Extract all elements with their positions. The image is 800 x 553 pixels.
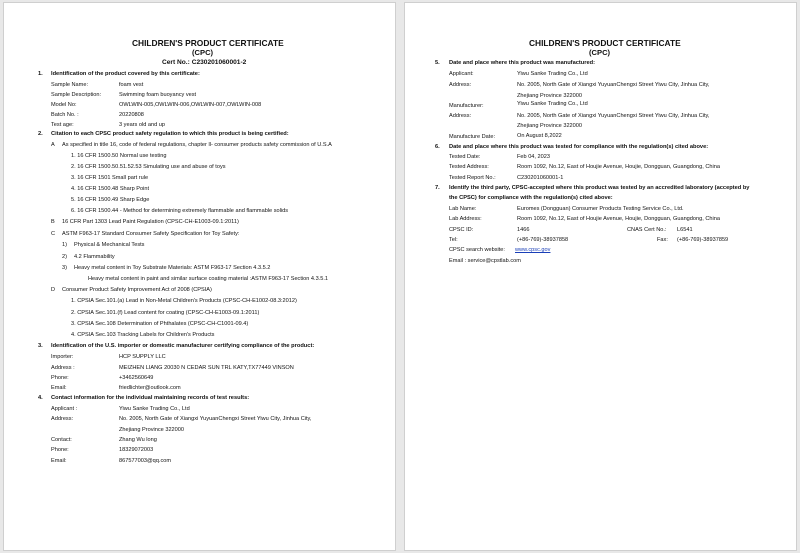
- s2-item: 1. CPSIA Sec.101.(a) Lead in Non-Metal Children's Products (CPSC-CH-E1002-08.3:2012): [71, 298, 297, 304]
- s1-value: 20220808: [119, 112, 144, 118]
- s6-value: Room 1092, No.12, East of Houjie Avenue, Houjie, Dongguan, Guangdong, China: [517, 164, 720, 170]
- s5-label: Manufacturer:: [449, 103, 484, 109]
- cert-number: Cert No.: C230201060001-2: [162, 59, 247, 66]
- s1-label: Batch No. :: [51, 112, 79, 118]
- certificate-subtitle: (CPC): [589, 48, 611, 57]
- s7-label: Fax:: [657, 237, 668, 243]
- s5-value: No. 2005, North Gate of Xiangxi YuyuanChengxi Street Yiwu City, Jinhua City,: [517, 113, 710, 119]
- s5-value: No. 2005, North Gate of Xiangxi YuyuanChengxi Street Yiwu City, Jinhua City,: [517, 82, 710, 88]
- certificate-page-1: [3, 2, 396, 551]
- s7-value: Euromes (Dongguan) Consumer Products Testing Service Co., Ltd.: [517, 206, 684, 212]
- certificate-title: CHILDREN'S PRODUCT CERTIFICATE: [132, 38, 284, 48]
- s4-label: Phone:: [51, 447, 69, 453]
- s6-label: Tested Date:: [449, 154, 481, 160]
- s7-value: L6541: [677, 227, 693, 233]
- s4-value: Zhejiang Province 322000: [119, 427, 184, 433]
- s5-value: Zhejiang Province 322000: [517, 93, 582, 99]
- s2-item: Heavy metal content in Toy Substrate Materials: ASTM F963-17 Section 4.3.5.2: [74, 265, 271, 271]
- s4-label: Address:: [51, 416, 74, 422]
- s6-label: Tested Report No.:: [449, 175, 496, 181]
- s2-item: 3. CPSIA Sec.108 Determination of Phthalates (CPSC-CH-C1001-09.4): [71, 321, 249, 327]
- s1-value: OWLWIN-005,OWLWIN-006,OWLWIN-007,OWLWIN-008: [119, 102, 262, 108]
- s2-letter: C: [51, 231, 56, 237]
- s5-value: Yiwu Sanke Trading Co., Ltd: [517, 101, 588, 107]
- s5-value: Yiwu Sanke Trading Co., Ltd: [517, 71, 588, 77]
- s7-email: Email : service@cpstlab.com: [449, 258, 521, 264]
- s5-label: Address:: [449, 82, 472, 88]
- s7-number: 7.: [435, 185, 440, 191]
- s5-label: Manufacture Date:: [449, 134, 496, 140]
- s4-value: 867577003@qq.com: [119, 458, 172, 464]
- s3-value: MEIZHEN LIANG 20030 N CEDAR SUN TRL KATY,TX77449 VINSON: [119, 365, 294, 371]
- s2-item: 4. CPSIA Sec.103 Tracking Labels for Children's Products: [71, 332, 215, 338]
- s2-number: 2.: [38, 131, 43, 137]
- certificate-page-2: [404, 2, 797, 551]
- s2-clause: As specified in title 16, code of federal regulations, chapter ll- consumer products safety commission of U.S.A: [62, 142, 332, 148]
- s2-letter: D: [51, 287, 56, 293]
- s5-label: Address:: [449, 113, 472, 119]
- s5-value: Zhejiang Province 322000: [517, 123, 582, 129]
- s7-heading-continued: the CPSC) for compliance with the regulation(s) cited above:: [449, 195, 613, 201]
- s3-value: friedlichter@outlook.com: [119, 385, 181, 391]
- s3-heading: Identification of the U.S. importer or domestic manufacturer certifying compliance of the product:: [51, 343, 315, 349]
- s1-value: 3 years old and up: [119, 122, 166, 128]
- certificate-title: CHILDREN'S PRODUCT CERTIFICATE: [529, 38, 681, 48]
- s2-item: Physical & Mechanical Tests: [74, 242, 145, 248]
- s4-label: Email:: [51, 458, 67, 464]
- s1-number: 1.: [38, 71, 43, 77]
- s4-value: No. 2005, North Gate of Xiangxi YuyuanChengxi Street Yiwu City, Jinhua City,: [119, 416, 312, 422]
- s4-value: Yiwu Sanke Trading Co., Ltd: [119, 406, 190, 412]
- s6-heading: Date and place where this product was tested for compliance with the regulation(s) cited above:: [449, 144, 709, 150]
- s7-value: Room 1092, No.12, East of Houjie Avenue, Houjie, Dongguan, Guangdong, China: [517, 216, 720, 222]
- s2-item: 3. 16 CFR 1501 Small part rule: [71, 175, 149, 181]
- s7-label: Tel:: [449, 237, 458, 243]
- s2-item: 1. 16 CFR 1500.50 Normal use testing: [71, 153, 167, 159]
- s6-label: Tested Address:: [449, 164, 489, 170]
- s3-value: +3462560649: [119, 375, 154, 381]
- s2-clause: Consumer Product Safety Improvement Act of 2008 (CPSIA): [62, 287, 212, 293]
- s2-item: 2. CPSIA Sec.101.(f) Lead content for coating (CPSC-CH-E1003-09.1:2011): [71, 310, 260, 316]
- s7-value: 1466: [517, 227, 530, 233]
- s3-label: Phone:: [51, 375, 69, 381]
- certificate-subtitle: (CPC): [192, 48, 214, 57]
- s1-heading: Identification of the product covered by this certificate:: [51, 71, 200, 77]
- s4-number: 4.: [38, 395, 43, 401]
- s7-label: CNAS Cert No.:: [627, 227, 667, 233]
- s2-item: 4. 16 CFR 1500.48 Sharp Point: [71, 186, 150, 192]
- s7-label: Lab Address:: [449, 216, 482, 222]
- s2-letter: B: [51, 219, 55, 225]
- s3-label: Email:: [51, 385, 67, 391]
- s6-value: C230201060001-1: [517, 175, 564, 181]
- s2-subnum: 1): [62, 242, 67, 248]
- s3-label: Importer:: [51, 354, 74, 360]
- s1-label: Model No:: [51, 102, 77, 108]
- s7-label: CPSC search website:: [449, 247, 505, 253]
- s7-value: (+86-769)-38937858: [517, 237, 569, 243]
- s4-label: Applicant :: [51, 406, 78, 412]
- s2-item: 2. 16 CFR 1500.50.51.52.53 Simulating use and abuse of toys: [71, 164, 226, 170]
- s1-value: Swimming foam buoyancy vest: [119, 92, 197, 98]
- s5-number: 5.: [435, 60, 440, 66]
- s5-label: Applicant:: [449, 71, 474, 77]
- s2-item: 4.2 Flammability: [74, 254, 115, 260]
- s2-subnum: 3): [62, 265, 67, 271]
- s2-item: 6. 16 CFR 1500.44 - Method for determining extremely flammable and flammable solids: [71, 208, 289, 214]
- s3-value: HCP SUPPLY LLC: [119, 354, 166, 360]
- s5-value: On August 8,2022: [517, 133, 562, 139]
- s6-value: Feb 04, 2023: [517, 154, 550, 160]
- s4-heading: Contact information for the individual maintaining records of test results:: [51, 395, 250, 401]
- s3-label: Address :: [51, 365, 75, 371]
- s1-label: Sample Name:: [51, 82, 88, 88]
- s5-heading: Date and place where this product was manufactured:: [449, 60, 596, 66]
- s2-letter: A: [51, 142, 55, 148]
- cpsc-website-link[interactable]: www.cpsc.gov: [515, 247, 551, 253]
- s2-clause: ASTM F963-17 Standard Consumer Safety Specification for Toy Safety:: [62, 231, 240, 237]
- s4-label: Contact:: [51, 437, 72, 443]
- s7-heading: Identify the third party, CPSC-accepted where this product was tested by an accredited laboratory (accepted by: [449, 185, 750, 191]
- s2-heading: Citation to each CPSC product safety regulation to which this product is being certified:: [51, 131, 289, 137]
- s2-item: 5. 16 CFR 1500.49 Sharp Edge: [71, 197, 150, 203]
- s1-value: foam vest: [119, 82, 144, 88]
- s4-value: 18329072003: [119, 447, 154, 453]
- s1-label: Test age:: [51, 122, 74, 128]
- s3-number: 3.: [38, 343, 43, 349]
- s2-item-continuation: Heavy metal content in paint and similar surface coating material :ASTM F963-17 Section 4.3.5.1: [88, 276, 329, 282]
- s4-value: Zhang Wu long: [119, 437, 157, 443]
- s2-clause: 16 CFR Part 1303 Lead Paint Regulation (CPSC-CH-E1003-09.1:2011): [62, 219, 239, 225]
- s7-value: (+86-769)-38937859: [677, 237, 729, 243]
- s7-label: Lab Name:: [449, 206, 477, 212]
- s6-number: 6.: [435, 144, 440, 150]
- s7-label: CPSC ID:: [449, 227, 474, 233]
- s1-label: Sample Description:: [51, 92, 102, 98]
- s2-subnum: 2): [62, 254, 67, 260]
